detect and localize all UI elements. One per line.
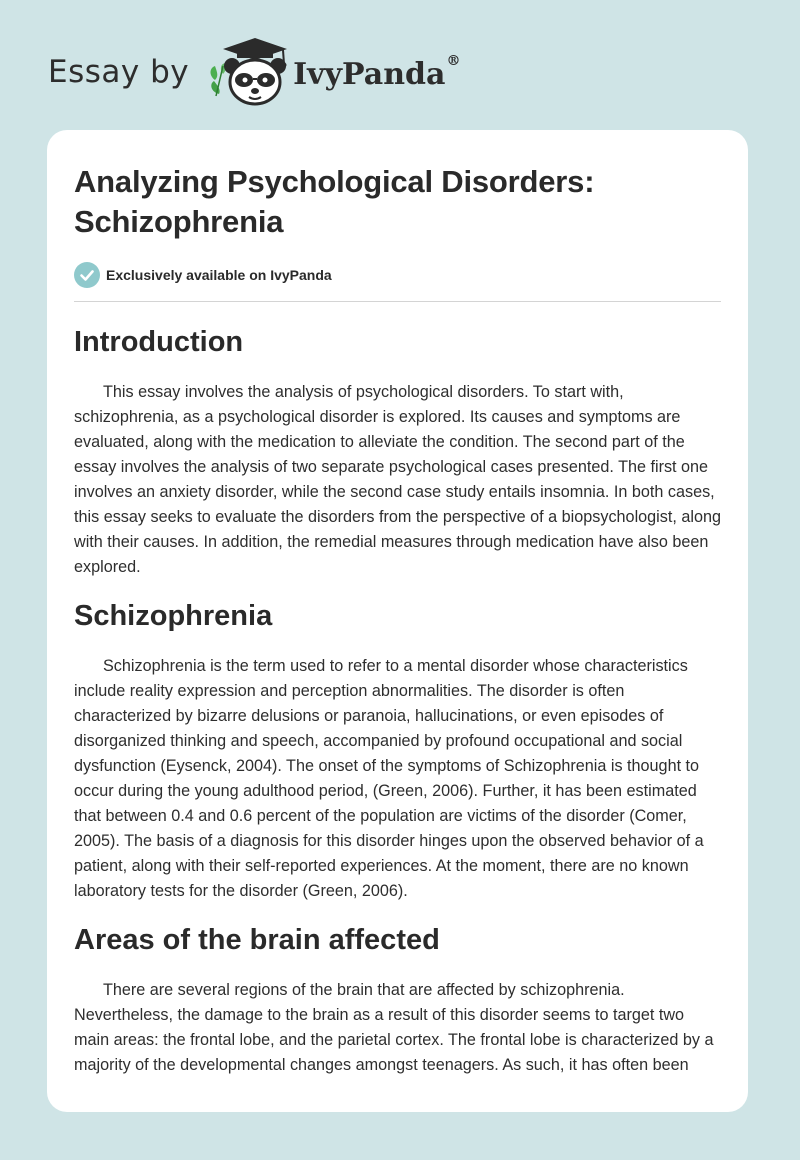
site-header: [48, 36, 460, 108]
section-heading-schizophrenia: Schizophrenia: [74, 600, 273, 632]
section-heading-brain-areas: Areas of the brain affected: [74, 924, 440, 956]
essay-card: [47, 130, 748, 1112]
section-heading-introduction: Introduction: [74, 326, 244, 358]
check-circle-icon: [74, 262, 100, 288]
title-divider: [74, 301, 721, 302]
paragraph-schizophrenia: Schizophrenia is the term used to refer to a mental disorder whose characteristics include reality expression and perception abnormalities. The disorder is often characterized by bizarre delusions or paranoia, hallucinations, or even episodes of disorganized thinking and speech, accompanied by profound occupational and social dysfunction (Eysenck, 2004). The onset of the symptoms of Schizophrenia is thought to occur during the young adulthood period, (Green, 2006). Further, it has been estimated that between 0.4 and 0.6 percent of the population are victims of the disorder (Comer, 2005). The basis of a diagnosis for this disorder hinges upon the observed behavior of a patient, along with their self-reported experiences. At the moment, there are no known laboratory tests for the disorder (Green, 2006).: [74, 657, 704, 900]
exclusive-badge: [74, 262, 721, 288]
panda-logo-icon[interactable]: [205, 36, 291, 108]
ivypanda-wordmark[interactable]: [293, 52, 461, 92]
essay-by-label: Essay by: [48, 54, 190, 90]
paragraph-introduction: This essay involves the analysis of psychological disorders. To start with, schizophrenia, as a psychological disorder is explored. Its causes and symptoms are evaluated, along with the medication to alleviate the condition. The second part of the essay involves the analysis of two separate psychological cases presented. The first one involves an anxiety disorder, while the second case study entails insomnia. In both cases, this essay seeks to evaluate the disorders from the perspective of a biopsychologist, along with their causes. In addition, the remedial measures through medication have also been explored.: [74, 383, 721, 576]
exclusive-badge-label: Exclusively available on IvyPanda: [106, 267, 332, 283]
paragraph-brain-areas: There are several regions of the brain that are affected by schizophrenia. Nevertheless, the damage to the brain as a result of this disorder seems to target two main areas: the frontal lobe, and the parietal cortex. The frontal lobe is characterized by a majority of the developmental changes amongst teenagers. As such, it has often been: [74, 981, 714, 1074]
registered-mark: ®: [446, 52, 461, 69]
essay-title: Analyzing Psychological Disorders: Schizophrenia: [74, 164, 595, 239]
brand-name-text: IvyPanda: [293, 56, 446, 92]
